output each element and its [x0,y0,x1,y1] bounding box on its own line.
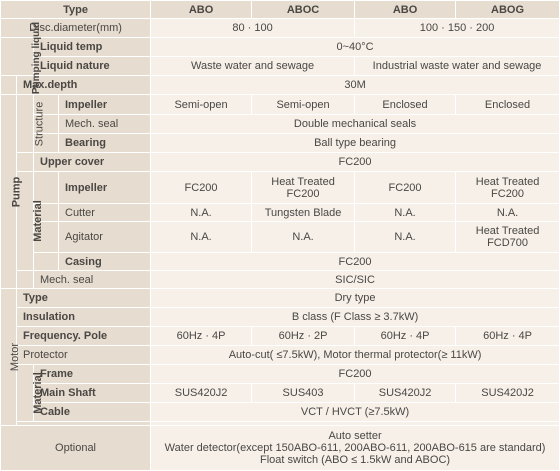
material-agitator-value-2-line: N.A. [292,231,314,243]
pump-upper-spacer [17,153,34,172]
disc-diameter-label: Disc.diameter(mm) [1,19,151,38]
pump-seal-spacer [17,271,34,289]
material-impeller-value-3-line: FC200 [388,181,422,194]
material-agitator-value-1 [151,222,252,253]
frequency-pole-value-1: 60Hz · 4P [151,327,252,346]
liquid-temp-label: Liquid temp [34,38,151,57]
pump-seal-value: SIC/SIC [151,271,560,289]
optional-line-auto-setter: Auto setter [328,430,382,442]
main-shaft-value-1: SUS420J2 [151,384,252,403]
main-shaft-value-3: SUS420J2 [355,384,456,403]
frequency-pole-value-2: 60Hz · 2P [252,327,355,346]
structure-group [17,95,46,153]
liquid-temp-value: 0~40°C [151,38,560,57]
material-impeller-value-2-line-2: FC200 [286,187,320,200]
motor-material-group-label: Material [31,372,44,414]
cable-value: VCT / HVCT (≥7.5kW) [151,403,560,422]
structure-seal-value: Double mechanical seals [151,115,560,134]
frequency-pole-label: Frequency. Pole [17,327,151,346]
material-spacer [34,253,59,271]
material-agitator-value-4 [456,222,560,253]
structure-impeller-value-2: Semi-open [252,95,355,115]
material-casing-value: FC200 [151,253,560,271]
insulation-label: Insulation [17,308,151,327]
material-agitator-value-3 [355,222,456,253]
main-shaft-value-2: SUS403 [252,384,355,403]
main-shaft-label: Main Shaft [34,384,151,403]
frame-value: FC200 [151,365,560,384]
structure-impeller-value-3: Enclosed [355,95,456,115]
pump-seal-label: Mech. seal [34,271,151,289]
max-depth-value: 30M [151,76,560,95]
frame-label: Frame [34,365,151,384]
pump-group-label: Pump [10,176,23,207]
type-header: Type [1,1,151,19]
frequency-pole-value-4: 60Hz · 4P [456,327,560,346]
material-agitator-label: Agitator [59,222,151,253]
optional-label: Optional [1,426,151,471]
material-impeller-value-4 [456,172,560,204]
material-impeller-value-1-line: FC200 [184,181,218,194]
cable-label: Cable [34,403,151,422]
pumping-liquid-group-label: Pumping liquid [31,21,43,94]
max-depth-label: Max.depth [17,76,151,95]
pump-material-group-label: Material [31,200,44,242]
optional-line-float-switch: Float switch (ABO ≤ 1.5kW and ABOC) [260,454,451,466]
material-impeller-value-4-line-2: FC200 [491,187,525,200]
material-agitator-value-4-line-1: Heat Treated [475,225,540,237]
motor-group-label: Motor [9,342,22,372]
material-cutter-value-4: N.A. [456,204,560,222]
liquid-nature-value-1: Waste water and sewage [151,57,355,76]
material-agitator-value-4-line-2: FCD700 [487,237,529,249]
model-header-3: ABO [355,1,456,19]
structure-impeller-value-4: Enclosed [456,95,560,115]
protector-label: Protector [17,346,151,365]
model-header-4: ABOG [456,1,560,19]
main-shaft-value-4: SUS420J2 [456,384,560,403]
pump-group [1,95,23,289]
material-impeller-label: Impeller [59,172,151,204]
liquid-nature-label: Liquid nature [34,57,151,76]
model-header-2: ABOC [252,1,355,19]
material-cutter-label: Cutter [59,204,151,222]
material-spacer [34,172,59,204]
motor-type-label: Type [17,289,151,308]
frequency-pole-value-3: 60Hz · 4P [355,327,456,346]
optional-value [151,426,560,471]
structure-impeller-label: Impeller [59,95,151,115]
disc-diameter-value-2: 100 · 150 · 200 [355,19,560,38]
material-impeller-value-3 [355,172,456,204]
protector-value: Auto-cut( ≤7.5kW), Motor thermal protector(≥ 11kW) [151,346,560,365]
material-impeller-value-4-line-1: Heat Treated [475,175,540,188]
motor-group [1,289,22,426]
material-cutter-value-2: Tungsten Blade [252,204,355,222]
model-header-1: ABO [151,1,252,19]
structure-group-label: Structure [33,101,46,146]
max-depth-spacer [1,76,17,95]
material-cutter-value-1: N.A. [151,204,252,222]
disc-diameter-value-1: 80 · 100 [151,19,355,38]
upper-cover-label: Upper cover [34,153,151,172]
motor-material-group [17,365,44,422]
structure-impeller-value-1: Semi-open [151,95,252,115]
material-impeller-value-2-line-1: Heat Treated [271,175,335,188]
material-agitator-value-2 [252,222,355,253]
motor-type-value: Dry type [151,289,560,308]
structure-bearing-value: Ball type bearing [151,134,560,153]
material-cutter-value-3: N.A. [355,204,456,222]
structure-seal-label: Mech. seal [59,115,151,134]
material-impeller-value-2 [252,172,355,204]
material-casing-label: Casing [59,253,151,271]
pumping-liquid-group [1,21,43,94]
insulation-value: B class (F Class ≥ 3.7kW) [151,308,560,327]
structure-bearing-label: Bearing [59,134,151,153]
upper-cover-value: FC200 [151,153,560,172]
optional-line-water-detector: Water detector(except 150ABO-611, 200ABO-611, 200ABO-615 are standard) [164,442,546,454]
material-agitator-value-3-line: N.A. [394,231,416,243]
liquid-nature-value-2: Industrial waste water and sewage [355,57,560,76]
material-impeller-value-1 [151,172,252,204]
material-agitator-value-1-line: N.A. [190,231,212,243]
